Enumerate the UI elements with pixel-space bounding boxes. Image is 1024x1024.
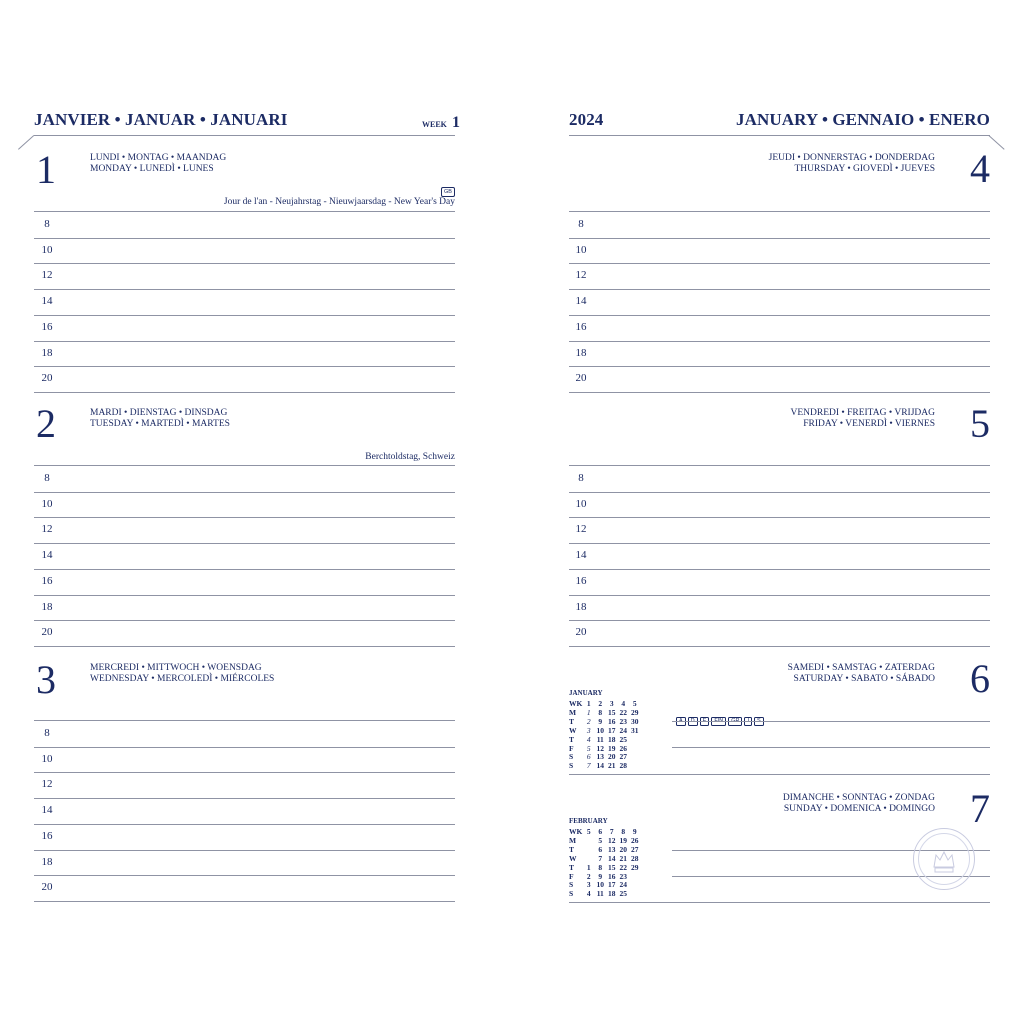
hour-label: 16 — [41, 320, 53, 333]
calendar-cell: 19 — [608, 743, 616, 753]
hour-line[interactable] — [569, 620, 990, 621]
calendar-row — [569, 753, 641, 762]
country-badge: D — [688, 717, 698, 726]
calendar-cell: 25 — [619, 734, 627, 744]
hour-line[interactable] — [34, 366, 455, 367]
calendar-cell: 18 — [608, 734, 616, 744]
hour-line[interactable] — [34, 263, 455, 264]
country-badge: GR — [728, 717, 742, 726]
day-number: 4 — [970, 146, 990, 191]
day-number: 3 — [36, 657, 56, 702]
day-name-line2: TUESDAY • MARTEDÌ • MARTES — [90, 419, 230, 429]
hour-label: 8 — [44, 218, 50, 230]
calendar-cell: 2 — [586, 871, 591, 881]
hour-label: 20 — [41, 372, 53, 385]
calendar-cell: 29 — [631, 862, 639, 872]
calendar-row — [569, 881, 641, 890]
hour-line — [34, 465, 455, 466]
calendar-cell: 3 — [609, 699, 614, 708]
calendar-cell: 17 — [608, 725, 616, 735]
hour-label: 16 — [41, 574, 53, 587]
calendar-cell: 16 — [608, 871, 616, 881]
calendar-row — [569, 762, 641, 771]
left-month-title: JANVIER • JANUAR • JANUARI — [34, 110, 288, 129]
day-number: 7 — [970, 786, 990, 831]
calendar-cell: 4 — [621, 699, 626, 708]
calendar-cell: 5 — [598, 835, 603, 845]
calendar-cell: 30 — [631, 716, 639, 726]
hour-line[interactable] — [34, 646, 455, 647]
hour-line[interactable] — [34, 798, 455, 799]
right-corner-fold — [988, 135, 1004, 150]
day-name-line2: FRIDAY • VENERDÌ • VIERNES — [803, 419, 935, 429]
calendar-cell: 6 — [586, 752, 591, 762]
day-7-separator — [569, 902, 990, 903]
hour-label: 12 — [41, 269, 53, 282]
calendar-cell: 15 — [608, 707, 616, 717]
hour-label: 12 — [575, 523, 587, 536]
hour-label: 10 — [41, 243, 53, 256]
hour-line[interactable] — [569, 392, 990, 393]
calendar-cell — [629, 873, 641, 882]
calendar-row — [569, 745, 641, 754]
day-number: 1 — [36, 147, 56, 192]
hour-line[interactable] — [34, 392, 455, 393]
calendar-cell: 2 — [598, 699, 603, 708]
calendar-row — [569, 709, 641, 718]
hour-label: 16 — [41, 829, 53, 842]
mini-calendar-grid — [569, 828, 641, 899]
calendar-cell — [629, 890, 641, 899]
hour-line[interactable] — [34, 824, 455, 825]
day-name-line1: MARDI • DIENSTAG • DINSDAG — [90, 408, 228, 418]
hour-label: 12 — [575, 269, 587, 282]
left-corner-fold — [18, 135, 34, 150]
hour-line[interactable] — [34, 315, 455, 316]
mini-calendar-grid — [569, 700, 641, 771]
day-name-line2: WEDNESDAY • MERCOLEDÌ • MIÉRCOLES — [90, 674, 275, 684]
hour-label: 10 — [41, 497, 53, 510]
hour-line[interactable] — [34, 850, 455, 851]
calendar-cell: 4 — [586, 734, 591, 744]
holiday-label: Berchtoldstag, Schweiz — [365, 452, 455, 462]
calendar-cell: 27 — [631, 844, 639, 854]
hour-label: 20 — [575, 372, 587, 385]
calendar-row — [569, 855, 641, 864]
calendar-cell: 5 — [632, 699, 637, 708]
calendar-cell: 24 — [619, 880, 627, 890]
crown-seal-logo — [913, 828, 975, 890]
calendar-cell: W — [569, 853, 577, 863]
hour-line[interactable] — [34, 569, 455, 570]
calendar-cell: 18 — [608, 889, 616, 899]
hour-line[interactable] — [569, 238, 990, 239]
calendar-cell: 20 — [619, 844, 627, 854]
calendar-cell: 11 — [596, 734, 604, 744]
hour-line[interactable] — [34, 901, 455, 902]
hour-line — [569, 465, 990, 466]
calendar-row — [569, 837, 641, 846]
hour-line[interactable] — [569, 341, 990, 342]
hour-line — [34, 211, 455, 212]
country-badge: I — [744, 717, 752, 726]
day-name-line1: VENDREDI • FREITAG • VRIJDAG — [790, 408, 935, 418]
calendar-cell: F — [569, 871, 574, 881]
calendar-cell — [629, 753, 641, 762]
calendar-cell: 10 — [596, 880, 604, 890]
holiday-label: Jour de l'an - Neujahrstag - Nieuwjaarsdag - New Year's Day — [223, 197, 455, 207]
hour-line[interactable] — [569, 289, 990, 290]
hour-label: 10 — [575, 243, 587, 256]
hour-label: 8 — [44, 472, 50, 484]
calendar-cell: 22 — [619, 707, 627, 717]
calendar-cell: 20 — [608, 752, 616, 762]
calendar-cell: 8 — [598, 707, 603, 717]
hour-line[interactable] — [34, 772, 455, 773]
hour-line[interactable] — [569, 595, 990, 596]
calendar-cell: 25 — [619, 889, 627, 899]
day-name-line1: DIMANCHE • SONNTAG • ZONDAG — [782, 793, 935, 803]
calendar-cell: 21 — [608, 761, 616, 771]
calendar-cell — [629, 736, 641, 745]
day-name-line2: MONDAY • LUNEDÌ • LUNES — [90, 164, 214, 174]
calendar-cell: 3 — [586, 880, 591, 890]
hour-line[interactable] — [34, 595, 455, 596]
mini-calendar-january — [569, 689, 641, 771]
calendar-cell: S — [569, 889, 574, 899]
hour-line[interactable] — [34, 238, 455, 239]
hour-label: 10 — [575, 497, 587, 510]
hour-label: 8 — [578, 472, 584, 484]
hour-label: 10 — [41, 752, 53, 765]
hour-line[interactable] — [569, 517, 990, 518]
calendar-cell: 1 — [586, 699, 591, 708]
calendar-cell: WK — [569, 699, 583, 708]
hour-label: 12 — [41, 778, 53, 791]
calendar-row — [569, 846, 641, 855]
calendar-cell: 2 — [586, 716, 591, 726]
calendar-cell: 5 — [586, 827, 591, 836]
hour-label: 8 — [44, 727, 50, 739]
calendar-cell: 28 — [619, 761, 627, 771]
country-badge: GB — [441, 187, 455, 197]
day-number: 6 — [970, 656, 990, 701]
calendar-cell: F — [569, 743, 574, 753]
hour-label: 8 — [578, 218, 584, 230]
country-badge: FIN — [711, 717, 726, 726]
calendar-cell: 9 — [598, 716, 603, 726]
calendar-cell: S — [569, 880, 574, 890]
country-badge: S — [754, 717, 764, 726]
day-6-line — [672, 721, 990, 722]
calendar-cell — [583, 837, 595, 846]
day-name-line1: SAMEDI • SAMSTAG • ZATERDAG — [787, 663, 935, 673]
day-name-line2: SATURDAY • SABATO • SÁBADO — [793, 674, 935, 684]
right-header-rule — [569, 135, 990, 136]
calendar-cell: 21 — [619, 853, 627, 863]
hour-line[interactable] — [34, 517, 455, 518]
country-badges — [676, 707, 766, 726]
calendar-cell: 23 — [619, 871, 627, 881]
hour-label: 14 — [41, 804, 53, 817]
day-name-line1: MERCREDI • MITTWOCH • WOENSDAG — [90, 663, 262, 673]
calendar-row — [569, 873, 641, 882]
calendar-cell: 14 — [596, 761, 604, 771]
hour-label: 16 — [575, 320, 587, 333]
hour-line[interactable] — [34, 289, 455, 290]
hour-label: 18 — [575, 600, 587, 613]
calendar-cell: T — [569, 716, 575, 726]
calendar-row — [569, 736, 641, 745]
calendar-row — [569, 700, 641, 709]
mini-calendar-february — [569, 817, 641, 899]
left-header-rule — [34, 135, 455, 136]
hour-label: 16 — [575, 574, 587, 587]
calendar-cell: 6 — [598, 844, 603, 854]
hour-label: 18 — [41, 600, 53, 613]
hour-line[interactable] — [569, 492, 990, 493]
calendar-cell: 24 — [619, 725, 627, 735]
day-name-line1: LUNDI • MONTAG • MAANDAG — [90, 153, 227, 163]
calendar-cell: T — [569, 844, 575, 854]
calendar-cell: 14 — [608, 853, 616, 863]
calendar-cell: 7 — [598, 853, 603, 863]
calendar-cell: M — [569, 707, 577, 717]
hour-label: 20 — [41, 626, 53, 639]
calendar-row — [569, 727, 641, 736]
hour-label: 14 — [575, 549, 587, 562]
calendar-cell: T — [569, 862, 575, 872]
calendar-cell: 9 — [632, 827, 637, 836]
calendar-cell: 7 — [609, 827, 614, 836]
calendar-cell: W — [569, 725, 577, 735]
week-label: WEEK — [422, 120, 447, 129]
hour-line[interactable] — [34, 492, 455, 493]
calendar-row — [569, 718, 641, 727]
hour-line[interactable] — [34, 875, 455, 876]
calendar-cell: WK — [569, 827, 583, 836]
calendar-cell: 9 — [598, 871, 603, 881]
right-month-title: JANUARY • GENNAIO • ENERO — [735, 110, 990, 129]
hour-line[interactable] — [34, 620, 455, 621]
calendar-cell: 5 — [586, 743, 591, 753]
week-indicator — [422, 112, 460, 132]
calendar-cell: 1 — [586, 862, 591, 872]
day-name-line1: JEUDI • DONNERSTAG • DONDERDAG — [768, 153, 935, 163]
calendar-cell: 17 — [608, 880, 616, 890]
hour-line[interactable] — [569, 366, 990, 367]
hour-label: 18 — [41, 346, 53, 359]
calendar-cell: 12 — [608, 835, 616, 845]
calendar-cell: 13 — [596, 752, 604, 762]
week-number: 1 — [452, 114, 460, 131]
calendar-cell: 28 — [631, 853, 639, 863]
calendar-cell: 22 — [619, 862, 627, 872]
calendar-cell: 26 — [619, 743, 627, 753]
hour-label: 20 — [41, 881, 53, 894]
year-title: 2024 — [569, 110, 604, 129]
hour-line[interactable] — [34, 341, 455, 342]
hour-line[interactable] — [34, 747, 455, 748]
hour-label: 14 — [41, 549, 53, 562]
calendar-cell: 10 — [596, 725, 604, 735]
calendar-cell: 3 — [586, 725, 591, 735]
calendar-row — [569, 890, 641, 899]
hour-line[interactable] — [569, 543, 990, 544]
hour-line[interactable] — [34, 543, 455, 544]
calendar-cell: 12 — [596, 743, 604, 753]
hour-label: 14 — [575, 295, 587, 308]
calendar-cell: 26 — [631, 835, 639, 845]
calendar-cell: 29 — [631, 707, 639, 717]
calendar-row — [569, 864, 641, 873]
calendar-cell: 27 — [619, 752, 627, 762]
calendar-cell: 8 — [598, 862, 603, 872]
day-name-line2: SUNDAY • DOMENICA • DOMINGO — [783, 804, 935, 814]
calendar-cell: 6 — [598, 827, 603, 836]
mini-calendar-title: JANUARY — [569, 689, 603, 697]
hour-label: 18 — [575, 346, 587, 359]
day-name-line2: THURSDAY • GIOVEDÌ • JUEVES — [794, 164, 935, 174]
hour-line[interactable] — [569, 315, 990, 316]
calendar-cell: M — [569, 835, 577, 845]
calendar-row — [569, 828, 641, 837]
hour-label: 12 — [41, 523, 53, 536]
day-number: 5 — [970, 401, 990, 446]
calendar-cell: 15 — [608, 862, 616, 872]
calendar-cell: 31 — [631, 725, 639, 735]
hour-line — [569, 211, 990, 212]
calendar-cell — [583, 846, 595, 855]
country-badge: E — [700, 717, 710, 726]
calendar-cell: S — [569, 752, 574, 762]
hour-line — [34, 720, 455, 721]
hour-line[interactable] — [569, 569, 990, 570]
hour-line[interactable] — [569, 646, 990, 647]
calendar-cell: 19 — [619, 835, 627, 845]
calendar-cell: T — [569, 734, 575, 744]
calendar-cell — [629, 881, 641, 890]
calendar-cell: 8 — [621, 827, 626, 836]
day-6-line — [672, 747, 990, 748]
calendar-cell: 4 — [586, 889, 591, 899]
country-badge: A — [676, 717, 686, 726]
hour-label: 20 — [575, 626, 587, 639]
calendar-cell: 13 — [608, 844, 616, 854]
hour-label: 18 — [41, 855, 53, 868]
day-6-separator — [569, 774, 990, 775]
mini-calendar-title: FEBRUARY — [569, 817, 608, 825]
calendar-cell: 11 — [596, 889, 604, 899]
crown-icon — [914, 829, 974, 889]
calendar-cell: 7 — [586, 761, 591, 771]
hour-label: 14 — [41, 295, 53, 308]
calendar-cell — [629, 745, 641, 754]
calendar-cell — [629, 762, 641, 771]
hour-line[interactable] — [569, 263, 990, 264]
calendar-cell: 16 — [608, 716, 616, 726]
calendar-cell: 1 — [586, 707, 591, 717]
calendar-cell: 23 — [619, 716, 627, 726]
calendar-cell: S — [569, 761, 574, 771]
day-number: 2 — [36, 401, 56, 446]
